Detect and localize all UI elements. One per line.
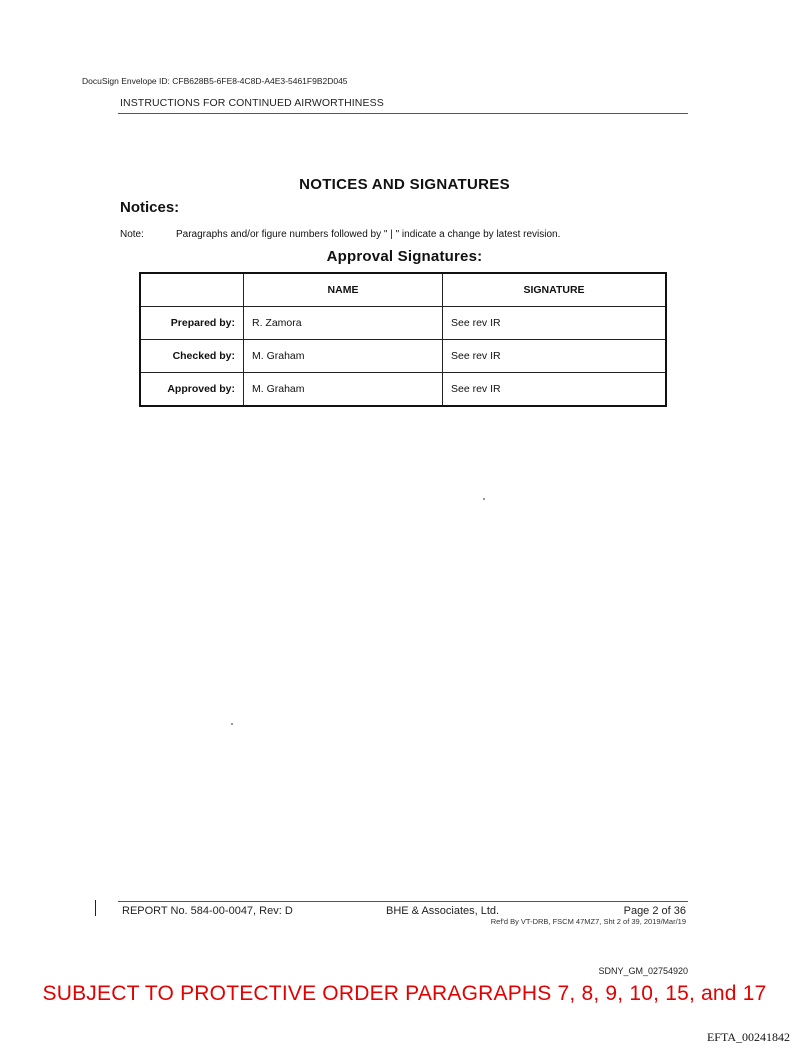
table-row [140,373,666,407]
approval-signatures-table [139,272,667,407]
reference-line: Ref'd By VT-DRB, FSCM 47MZ7, Sht 2 of 39, 2019/Mar/19 [490,917,686,926]
table-row [140,340,666,373]
approval-signatures-heading: Approval Signatures: [326,248,483,265]
page-title: NOTICES AND SIGNATURES [299,176,510,193]
name-cell: M. Graham [244,340,443,373]
table-header-row [140,273,666,307]
column-header-name: NAME [244,273,443,307]
bates-number: SDNY_GM_02754920 [598,966,688,976]
notices-heading: Notices: [120,199,180,216]
role-cell: Checked by: [140,340,244,373]
role-cell: Prepared by: [140,307,244,340]
column-header-signature: SIGNATURE [443,273,667,307]
signature-cell: See rev IR [443,340,667,373]
envelope-id: DocuSign Envelope ID: CFB628B5-6FE8-4C8D-A4E3-5461F9B2D045 [82,76,348,86]
header-divider [118,113,688,114]
table-row [140,307,666,340]
report-number: REPORT No. 584-00-0047, Rev: D [122,905,293,917]
column-header-role [140,273,244,307]
name-cell: R. Zamora [244,307,443,340]
footer-divider [118,901,688,902]
note-label: Note: [120,229,144,240]
revision-change-bar [95,900,96,916]
header-title: INSTRUCTIONS FOR CONTINUED AIRWORTHINESS [120,97,384,109]
scan-speck [231,723,233,725]
role-cell: Approved by: [140,373,244,407]
note-text: Paragraphs and/or figure numbers followed by " | " indicate a change by latest revision. [176,229,561,240]
page-number: Page 2 of 36 [623,905,686,917]
signature-cell: See rev IR [443,373,667,407]
name-cell: M. Graham [244,373,443,407]
protective-order-banner: SUBJECT TO PROTECTIVE ORDER PARAGRAPHS 7, 8, 9, 10, 15, and 17 [42,982,767,1005]
signature-cell: See rev IR [443,307,667,340]
company-name: BHE & Associates, Ltd. [386,905,500,917]
scan-speck [483,498,485,500]
efta-number: EFTA_00241842 [706,1030,790,1044]
